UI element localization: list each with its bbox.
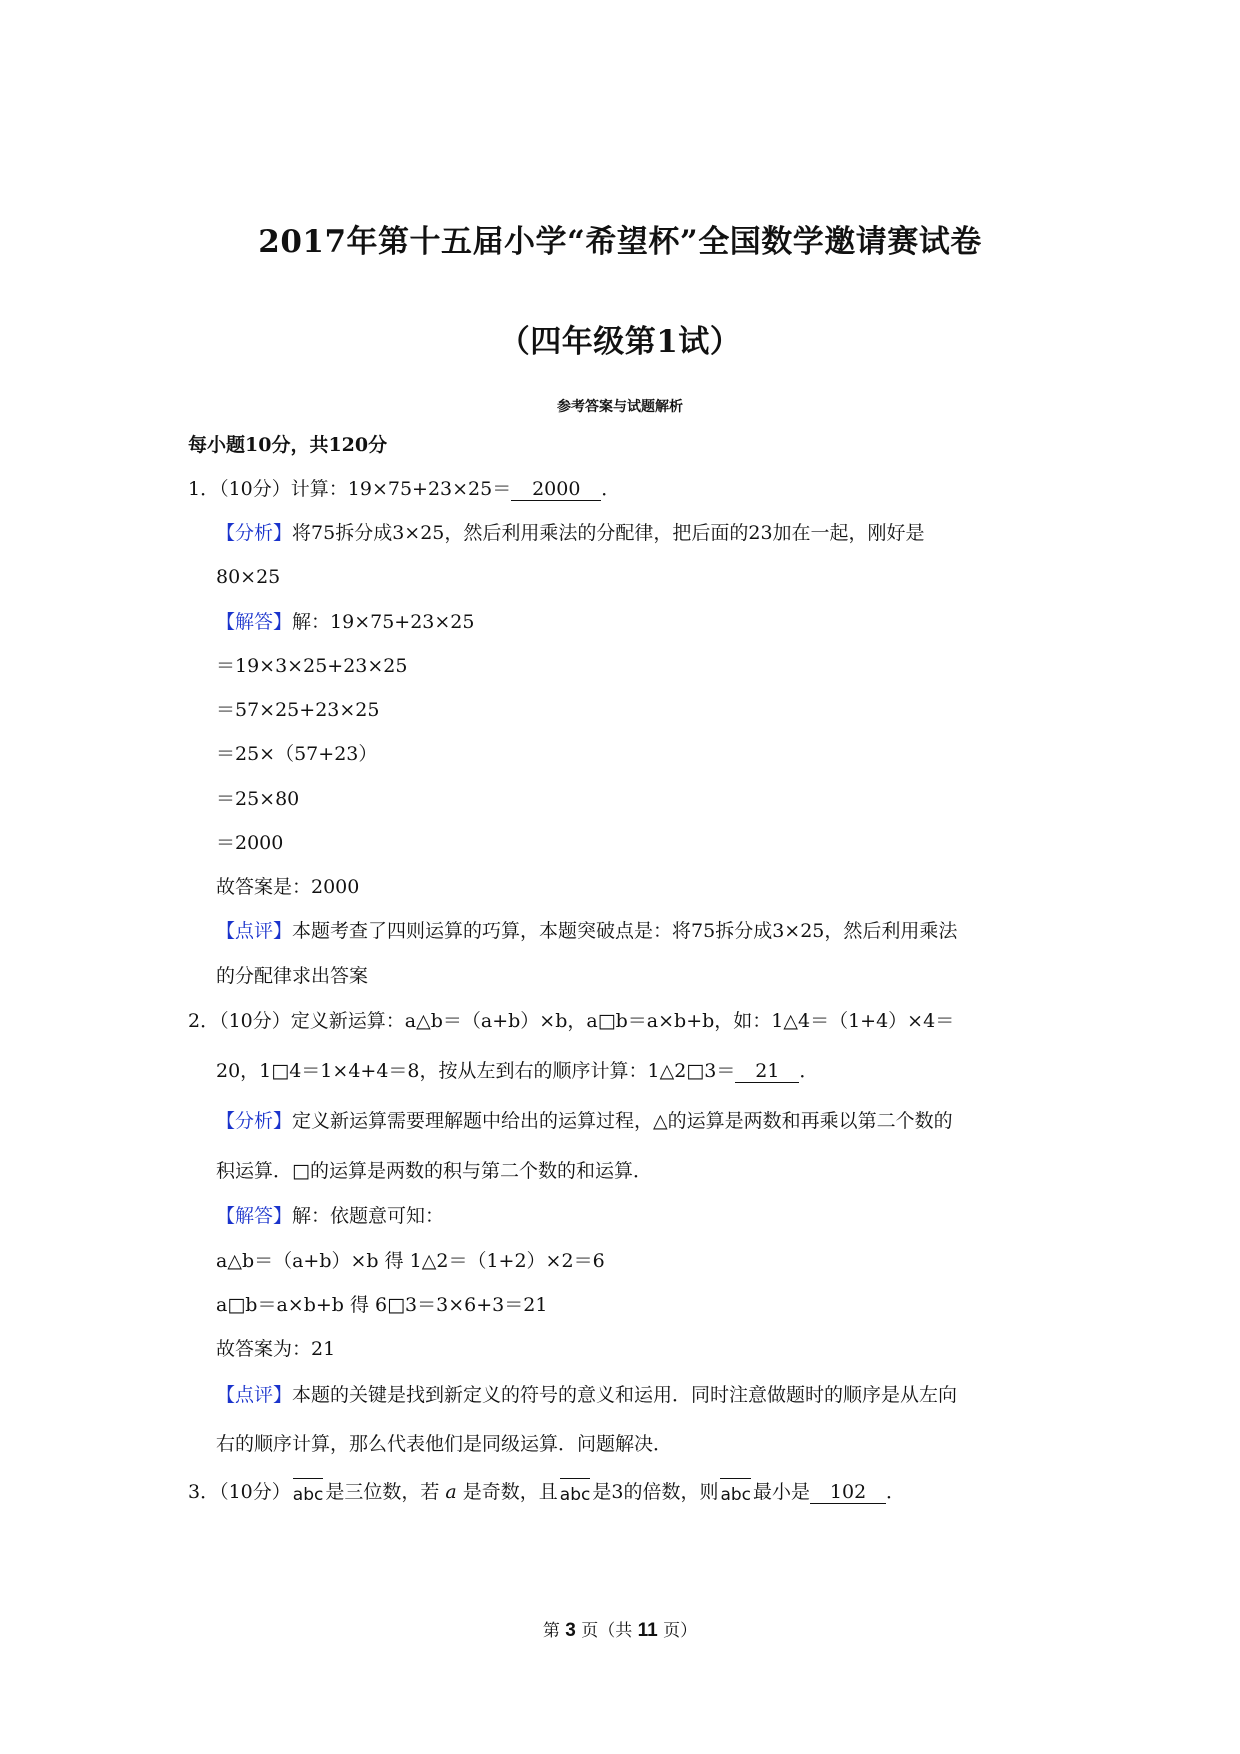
answer-blank: 102 [810,1481,886,1504]
solution-line: 【解答】解：依题意可知： [216,1205,445,1227]
analysis-tag: 【分析】 [216,1110,293,1132]
overline-abc: abc [560,1478,591,1508]
solution-step: a△b＝（a+b）×b 得 1△2＝（1+2）×2＝6 [216,1250,605,1272]
analysis-tag: 【分析】 [216,522,293,544]
question-1: 1．（10分）计算：19×75+23×25＝ 2000 ． [188,478,621,500]
question-number: 2． [188,1010,220,1032]
question-stem: （10分）计算：19×75+23×25＝ [219,478,512,500]
answer-key-heading: 参考答案与试题解析 [557,399,683,415]
solution-tag: 【解答】 [216,611,293,633]
page-footer: 第 3 页（共 11 页） [542,1620,698,1641]
overline-abc: abc [720,1478,751,1508]
answer-blank: 2000 [511,478,601,501]
comment-line-cont: 右的顺序计算，那么代表他们是同级运算．问题解决． [216,1433,673,1455]
comment-tag: 【点评】 [216,920,293,942]
overline-abc: abc [293,1478,324,1508]
document-title: 2017年第十五届小学“希望杯”全国数学邀请赛试卷 [258,224,982,260]
question-number: 3． [188,1481,220,1503]
solution-step: ＝19×3×25+23×25 [216,655,408,677]
question-2-cont: 20，1□4＝1×4+4＝8，按从左到右的顺序计算：1△2□3＝ 21 ． [216,1060,819,1082]
solution-step: ＝57×25+23×25 [216,699,380,721]
analysis-line-cont: 积运算．□的运算是两数的积与第二个数的和运算． [216,1160,652,1182]
total-pages: 11 [637,1620,658,1641]
answer-blank: 21 [735,1060,799,1083]
analysis-line-cont: 80×25 [216,566,281,588]
question-number: 1． [188,478,220,500]
solution-step: a□b＝a×b+b 得 6□3＝3×6+3＝21 [216,1294,548,1316]
question-2 [188,1008,954,1034]
solution-conclusion: 故答案为：21 [216,1338,336,1360]
page-number: 3 [565,1620,576,1641]
section-header: 每小题10分，共120分 [188,434,388,456]
analysis-line: 【分析】将75拆分成3×25，然后利用乘法的分配律，把后面的23加在一起，刚好是 [216,522,925,544]
document-subtitle-grade: （四年级第1试） [498,324,742,360]
comment-line-cont: 的分配律求出答案 [216,965,369,987]
solution-step: ＝25×80 [216,788,300,810]
solution-step: ＝25×（57+23） [216,743,378,765]
comment-line: 【点评】本题考查了四则运算的巧算，本题突破点是：将75拆分成3×25，然后利用乘法 [216,920,958,942]
analysis-line: 【分析】定义新运算需要理解题中给出的运算过程，△的运算是两数和再乘以第二个数的 [216,1110,953,1132]
comment-tag: 【点评】 [216,1384,293,1406]
solution-tag: 【解答】 [216,1205,293,1227]
comment-line: 【点评】本题的关键是找到新定义的符号的意义和运用．同时注意做题时的顺序是从左向 [216,1384,958,1406]
solution-conclusion: 故答案是：2000 [216,876,360,898]
question-stem: （10分）定义新运算：a△b＝（a+b）×b，a□b＝a×b+b，如：1△4＝（1+4）×4＝ [219,1010,955,1032]
solution-step: ＝2000 [216,832,284,854]
question-3: 3．（10分） abc 是三位数，若 a 是奇数，且 abc 是3的倍数，则 abc 最小是 102 ． [188,1476,905,1506]
solution-line: 【解答】解：19×75+23×25 [216,611,475,633]
